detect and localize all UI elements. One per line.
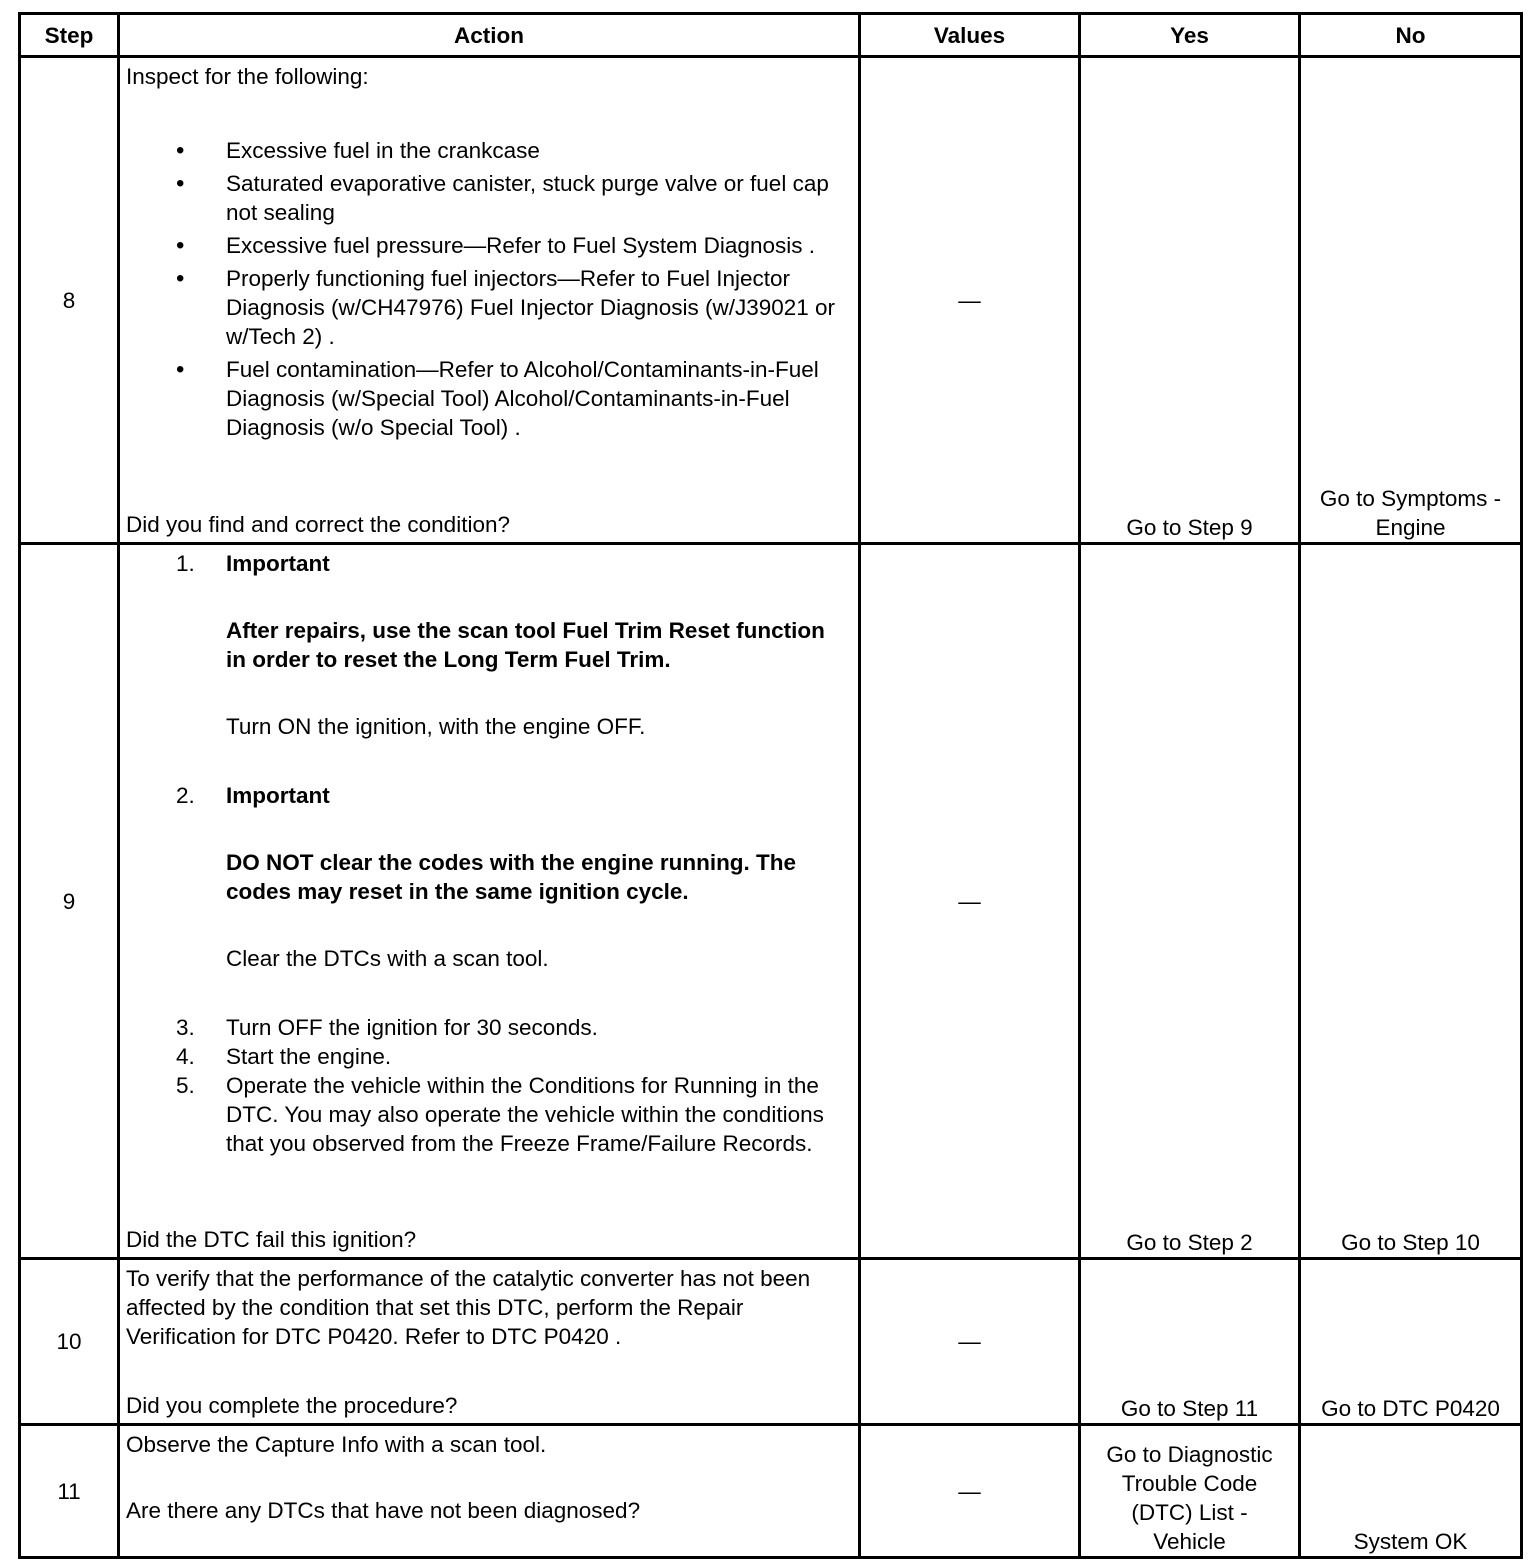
important-label: Important	[226, 551, 330, 576]
important-note: DO NOT clear the codes with the engine running. The codes may reset in the same ignition cycle.	[226, 850, 797, 904]
header-yes: Yes	[1080, 14, 1300, 57]
values-cell: —	[860, 1259, 1080, 1425]
values-cell: —	[860, 1425, 1080, 1558]
list-item	[120, 781, 858, 973]
diagnostic-table	[18, 12, 1523, 1559]
list-item: • Excessive fuel in the crankcase	[120, 136, 858, 165]
list-item: • Excessive fuel pressure—Refer to Fuel System Diagnosis .	[120, 231, 858, 260]
table-row	[20, 544, 1522, 1259]
yes-cell: Go to Diagnostic Trouble Code (DTC) List - Vehicle	[1080, 1425, 1300, 1558]
list-item	[120, 549, 858, 741]
table-row	[20, 1259, 1522, 1425]
action-cell	[119, 1425, 860, 1558]
action-text: To verify that the performance of the catalytic converter has not been affected by the condition that set this DTC, perform the Repair Verification for DTC P0420. Refer to DTC P0420 .	[126, 1266, 811, 1349]
no-cell: System OK	[1300, 1425, 1522, 1558]
item-number: 4.	[176, 1044, 195, 1069]
step-number: 9	[20, 544, 119, 1259]
item-number: 2.	[176, 783, 195, 808]
table-row	[20, 1425, 1522, 1558]
step-number: 8	[20, 57, 119, 544]
action-intro: Inspect for the following:	[126, 64, 369, 89]
action-text: Observe the Capture Info with a scan tool.	[126, 1432, 547, 1457]
action-question: Did you complete the procedure?	[126, 1393, 458, 1418]
action-question: Did you find and correct the condition?	[126, 512, 510, 537]
important-note: After repairs, use the scan tool Fuel Trim Reset function in order to reset the Long Term Fuel Trim.	[226, 618, 825, 672]
yes-cell: Go to Step 2	[1080, 544, 1300, 1259]
header-no: No	[1300, 14, 1522, 57]
action-question: Did the DTC fail this ignition?	[126, 1227, 417, 1252]
item-text: Clear the DTCs with a scan tool.	[226, 946, 549, 971]
table-row	[20, 57, 1522, 544]
no-cell: Go to DTC P0420	[1300, 1259, 1522, 1425]
action-cell	[119, 544, 860, 1259]
action-question: Are there any DTCs that have not been diagnosed?	[126, 1498, 641, 1523]
no-cell: Go to Step 10	[1300, 544, 1522, 1259]
header-values: Values	[860, 14, 1080, 57]
step-number: 10	[20, 1259, 119, 1425]
yes-cell: Go to Step 9	[1080, 57, 1300, 544]
action-cell	[119, 57, 860, 544]
item-text: Turn OFF the ignition for 30 seconds.	[226, 1015, 598, 1040]
item-text: Start the engine.	[226, 1044, 392, 1069]
important-label: Important	[226, 783, 330, 808]
item-number: 5.	[176, 1073, 195, 1098]
list-item: • Properly functioning fuel injectors—Refer to Fuel Injector Diagnosis (w/CH47976) Fuel Injector Diagnosis (w/J39021 or w/Tech 2) .	[120, 264, 858, 351]
action-cell	[119, 1259, 860, 1425]
no-cell: Go to Symptoms - Engine	[1300, 57, 1522, 544]
list-item: • Fuel contamination—Refer to Alcohol/Contaminants-in-Fuel Diagnosis (w/Special Tool) Alcohol/Contaminants-in-Fuel Diagnosis (w/o Special Tool) .	[120, 355, 858, 442]
item-number: 3.	[176, 1015, 195, 1040]
item-number: 1.	[176, 551, 195, 576]
list-item	[120, 1013, 606, 1042]
header-row	[20, 14, 1522, 57]
list-item	[120, 1071, 858, 1158]
header-action: Action	[119, 14, 860, 57]
item-text: Operate the vehicle within the Conditions for Running in the DTC. You may also operate the vehicle within the conditions that you observed from the Freeze Frame/Failure Records.	[226, 1073, 824, 1156]
yes-cell: Go to Step 11	[1080, 1259, 1300, 1425]
bullet-list	[120, 136, 858, 442]
step-number: 11	[20, 1425, 119, 1558]
list-item	[120, 1042, 399, 1071]
list-item: • Saturated evaporative canister, stuck purge valve or fuel cap not sealing	[120, 169, 858, 227]
item-text: Turn ON the ignition, with the engine OFF.	[226, 714, 646, 739]
values-cell: —	[860, 57, 1080, 544]
values-cell: —	[860, 544, 1080, 1259]
header-step: Step	[20, 14, 119, 57]
